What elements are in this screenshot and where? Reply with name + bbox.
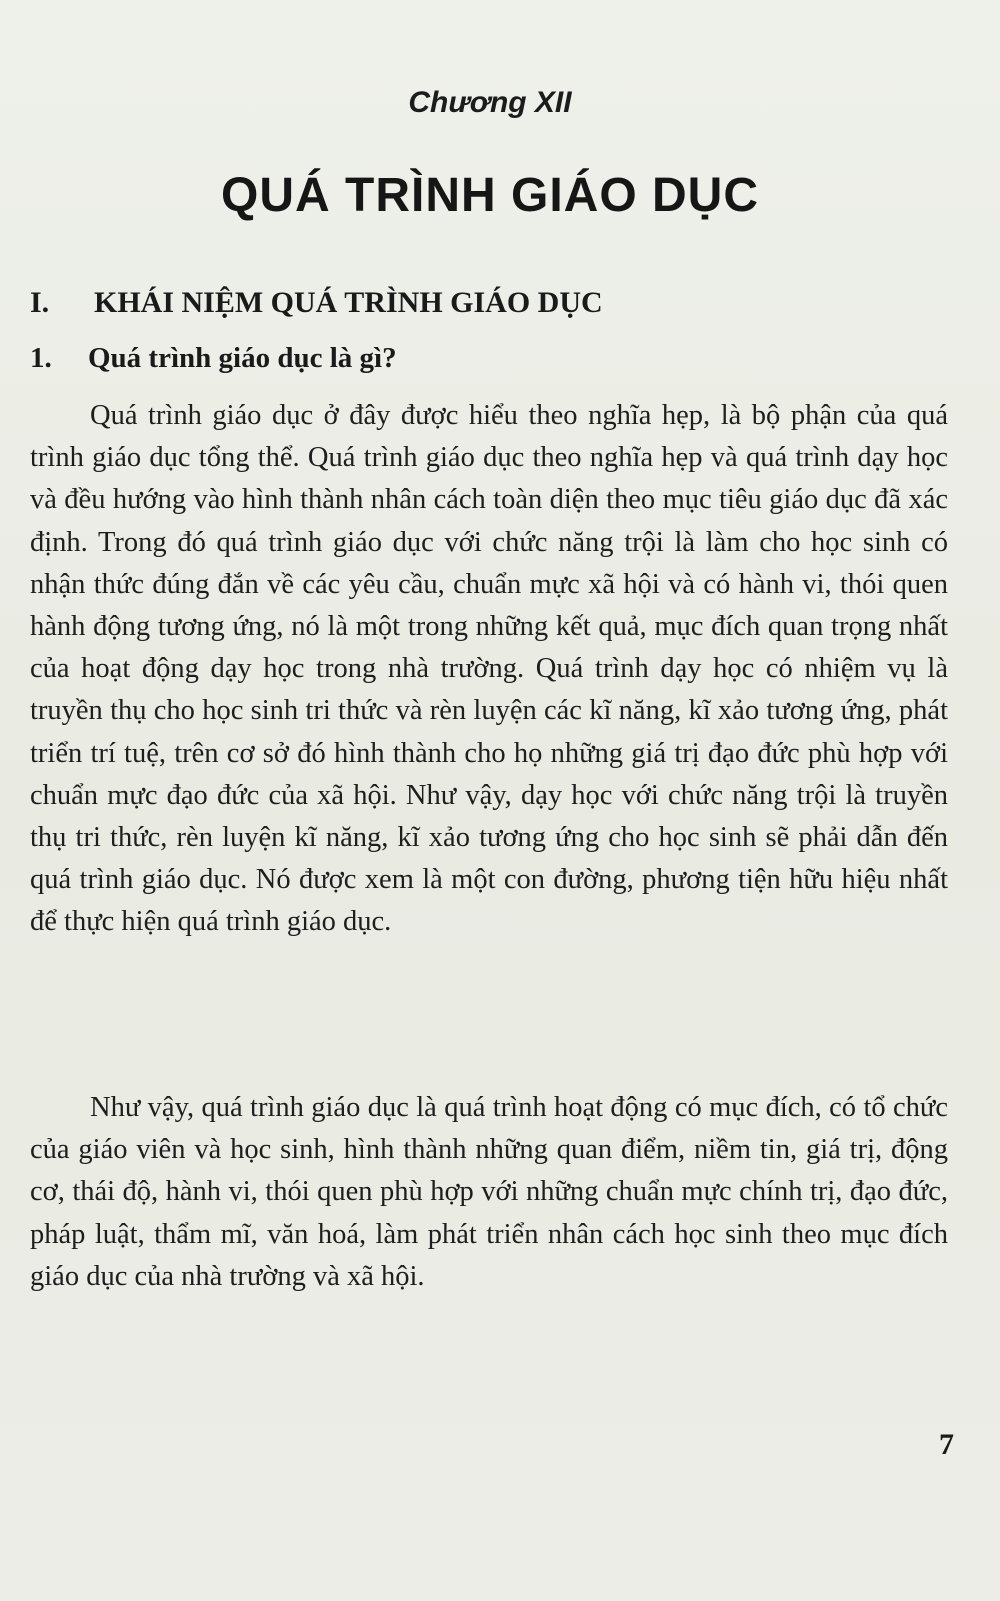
chapter-title: QUÁ TRÌNH GIÁO DỤC [221, 169, 759, 222]
chapter-label: Chương XII [408, 86, 572, 119]
body-paragraph: Quá trình giáo dục ở đây được hiểu theo nghĩa hẹp, là bộ phận của quá trình giáo dục tổng thể. Quá trình giáo dục theo nghĩa hẹp và quá trình dạy học và đều hướng vào hình thành nhân cách toàn diện theo mục tiêu giáo dục đã xác định. Trong đó quá trình giáo dục với chức năng trội là làm cho học sinh có nhận thức đúng đắn về các yêu cầu, chuẩn mực xã hội và có hành vi, thói quen hành động tương ứng, nó là một trong những kết quả, mục đích quan trọng nhất của hoạt động dạy học trong nhà trường. Quá trình dạy học có nhiệm vụ là truyền thụ cho học sinh tri thức và rèn luyện các kĩ năng, kĩ xảo tương ứng, phát triển trí tuệ, trên cơ sở đó hình thành cho họ những giá trị đạo đức phù hợp với chuẩn mực đạo đức của xã hội. Như vậy, dạy học với chức năng trội là truyền thụ tri thức, rèn luyện kĩ năng, kĩ xảo tương ứng cho học sinh sẽ phải dẫn đến quá trình giáo dục. Nó được xem là một con đường, phương tiện hữu hiệu nhất để thực hiện quá trình giáo dục. [30, 400, 948, 938]
section-number: I. [30, 286, 50, 319]
subsection-title: Quá trình giáo dục là gì? [88, 342, 397, 374]
subsection-number: 1. [30, 342, 52, 374]
body-paragraph-1-block [30, 395, 948, 944]
section-heading [30, 286, 603, 320]
subsection-heading [30, 342, 397, 375]
section-title: KHÁI NIỆM QUÁ TRÌNH GIÁO DỤC [94, 286, 603, 319]
page-number: 7 [939, 1428, 954, 1461]
body-paragraph-2-block [30, 1087, 948, 1298]
body-paragraph: Như vậy, quá trình giáo dục là quá trình hoạt động có mục đích, có tổ chức của giáo viên và học sinh, hình thành những quan điểm, niềm tin, giá trị, động cơ, thái độ, hành vi, thói quen phù hợp với những chuẩn mực chính trị, đạo đức, pháp luật, thẩm mĩ, văn hoá, làm phát triển nhân cách học sinh theo mục đích giáo dục của nhà trường và xã hội. [30, 1092, 948, 1292]
